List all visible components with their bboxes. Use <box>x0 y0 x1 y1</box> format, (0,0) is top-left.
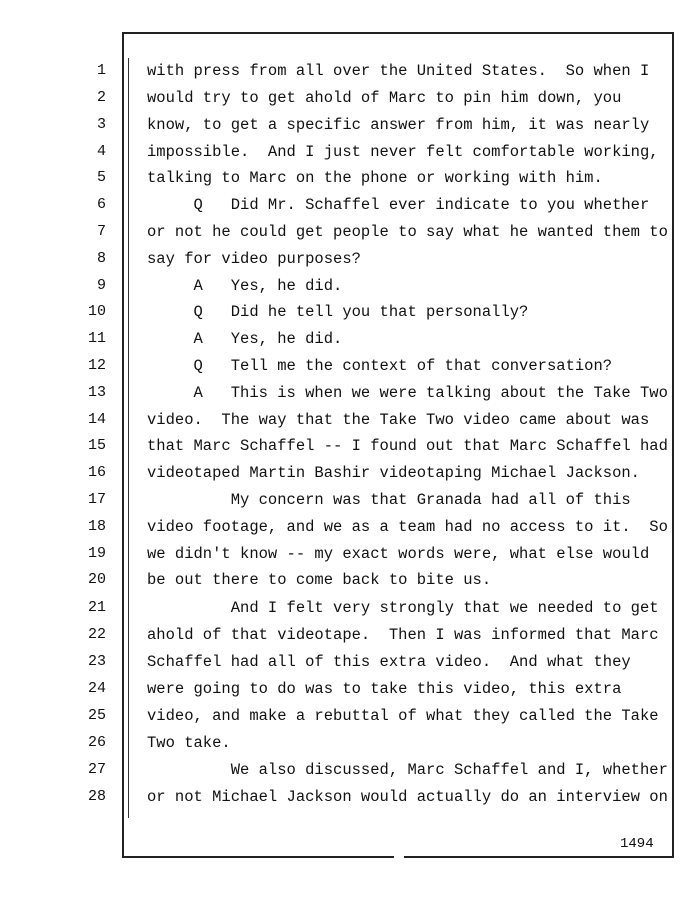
transcript-line: that Marc Schaffel -- I found out that Marc Schaffel had <box>147 437 668 455</box>
transcript-line: with press from all over the United States. So when I <box>147 62 650 80</box>
line-number: 10 <box>87 303 106 320</box>
transcript-line: And I felt very strongly that we needed to get <box>147 599 659 617</box>
transcript-line: impossible. And I just never felt comfortable working, <box>147 143 659 161</box>
page-number: 1494 <box>620 836 654 852</box>
transcript-line: Q Tell me the context of that conversation? <box>147 357 613 375</box>
transcript-line: or not Michael Jackson would actually do an interview on <box>147 788 668 806</box>
line-number: 5 <box>96 169 106 186</box>
transcript-line: My concern was that Granada had all of this <box>147 491 631 509</box>
transcript-line: know, to get a specific answer from him, it was nearly <box>147 116 650 134</box>
transcript-line: Q Did Mr. Schaffel ever indicate to you whether <box>147 196 650 214</box>
transcript-line: A Yes, he did. <box>147 277 343 295</box>
line-number: 28 <box>87 788 106 805</box>
line-number: 12 <box>87 357 106 374</box>
transcript-line: videotaped Martin Bashir videotaping Michael Jackson. <box>147 464 640 482</box>
line-number: 25 <box>87 707 106 724</box>
transcript-line: be out there to come back to bite us. <box>147 571 492 589</box>
line-number: 16 <box>87 464 106 481</box>
line-number: 24 <box>87 680 106 697</box>
page-border-bottom-right <box>404 856 674 858</box>
page-border-top <box>122 32 674 34</box>
transcript-line: video. The way that the Take Two video came about was <box>147 411 650 429</box>
line-number: 14 <box>87 411 106 428</box>
line-number: 7 <box>96 223 106 240</box>
page-border-bottom-left <box>122 856 394 858</box>
line-number: 20 <box>87 571 106 588</box>
line-number: 13 <box>87 384 106 401</box>
line-number: 17 <box>87 491 106 508</box>
transcript-line: A Yes, he did. <box>147 330 343 348</box>
line-number: 26 <box>87 734 106 751</box>
line-number: 11 <box>87 330 106 347</box>
page-border-left <box>122 32 124 858</box>
line-number-rule <box>128 58 129 818</box>
line-number: 8 <box>96 250 106 267</box>
line-number: 6 <box>96 196 106 213</box>
line-number: 9 <box>96 277 106 294</box>
transcript-line: we didn't know -- my exact words were, what else would <box>147 545 650 563</box>
line-number: 15 <box>87 437 106 454</box>
transcript-line: would try to get ahold of Marc to pin him down, you <box>147 89 622 107</box>
transcript-line: ahold of that videotape. Then I was informed that Marc <box>147 626 659 644</box>
transcript-line: were going to do was to take this video, this extra <box>147 680 622 698</box>
transcript-line: Two take. <box>147 734 231 752</box>
line-number: 23 <box>87 653 106 670</box>
transcript-line: Schaffel had all of this extra video. And what they <box>147 653 631 671</box>
transcript-line: We also discussed, Marc Schaffel and I, whether <box>147 761 668 779</box>
line-number: 21 <box>87 599 106 616</box>
transcript-line: say for video purposes? <box>147 250 361 268</box>
transcript-line: talking to Marc on the phone or working with him. <box>147 169 603 187</box>
transcript-line: A This is when we were talking about the Take Two <box>147 384 668 402</box>
line-number: 27 <box>87 761 106 778</box>
transcript-line: Q Did he tell you that personally? <box>147 303 529 321</box>
transcript-line: video, and make a rebuttal of what they called the Take <box>147 707 659 725</box>
line-number: 1 <box>96 62 106 79</box>
line-number: 3 <box>96 116 106 133</box>
line-number: 22 <box>87 626 106 643</box>
line-number: 2 <box>96 89 106 106</box>
line-number: 18 <box>87 518 106 535</box>
transcript-line: video footage, and we as a team had no access to it. So <box>147 518 668 536</box>
transcript-line: or not he could get people to say what he wanted them to <box>147 223 668 241</box>
page-border-right <box>672 32 674 858</box>
line-number: 19 <box>87 545 106 562</box>
line-number: 4 <box>96 143 106 160</box>
